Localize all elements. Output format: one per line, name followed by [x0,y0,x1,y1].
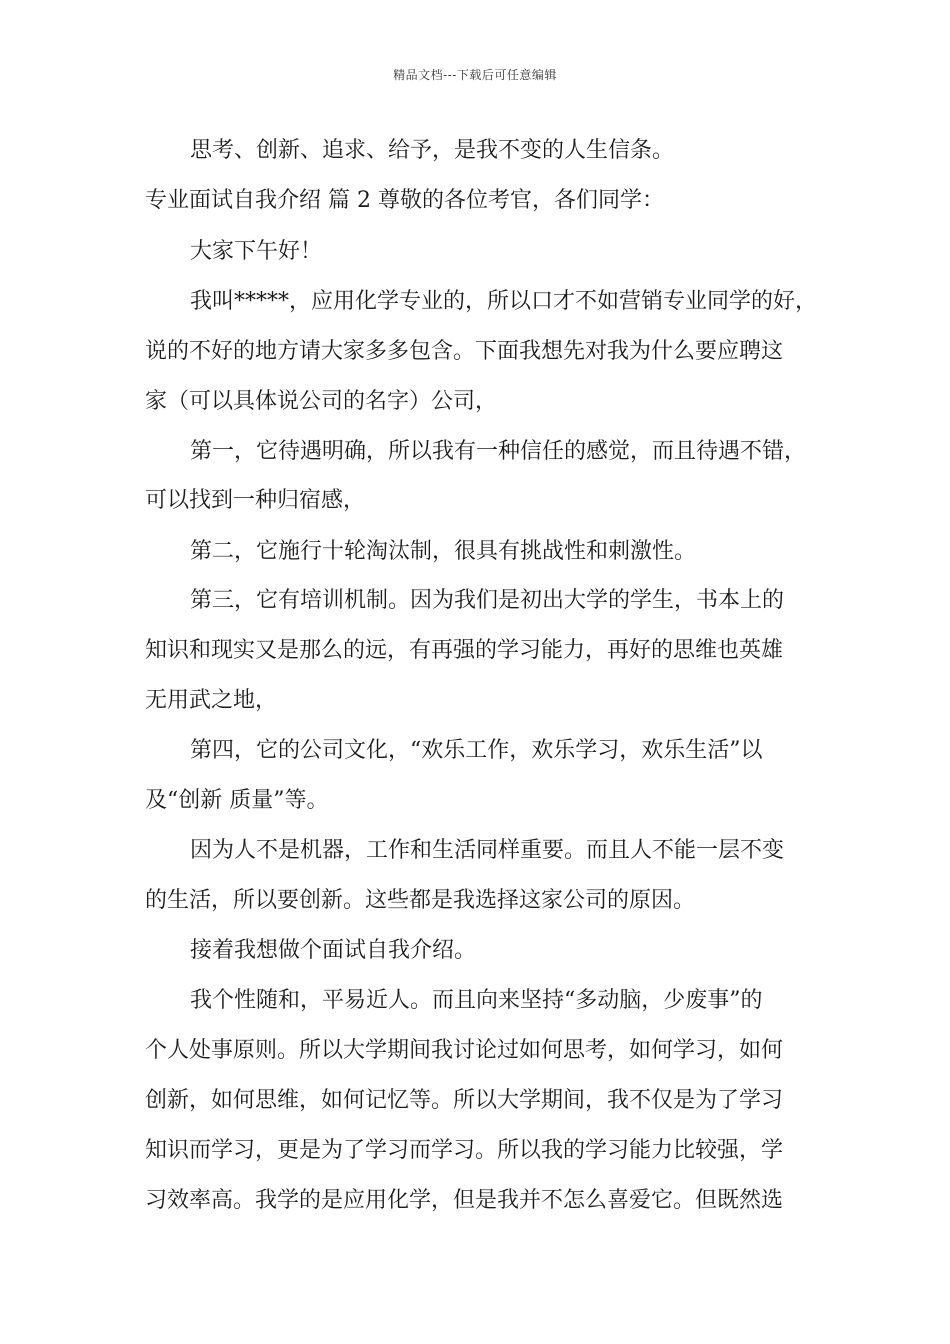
text-line: 接着我想做个面试自我介绍。 [190,938,477,963]
text-line: 知识和现实又是那么的远，有再强的学习能力，再好的思维也英雄 [145,638,784,663]
text-line: 无用武之地， [145,688,278,713]
text-line: 第三，它有培训机制。因为我们是初出大学的学生，书本上的 [190,588,785,613]
text-line: 因为人不是机器，工作和生活同样重要。而且人不能一层不变 [190,838,785,863]
text-line: 及“创新 质量”等。 [145,788,329,813]
page-header: 精品文档---下载后可任意编辑 [393,68,557,82]
text-line: 的生活，所以要创新。这些都是我选择这家公司的原因。 [145,888,696,913]
text-line: 我叫*****，应用化学专业的，所以口才不如营销专业同学的好， [190,289,818,314]
text-line: 第二，它施行十轮淘汰制，很具有挑战性和刺激性。 [190,539,697,564]
section-heading-line: 专业面试自我介绍 篇 2 尊敬的各位考官，各们同学： [145,188,664,213]
text-line: 习效率高。我学的是应用化学，但是我并不怎么喜爱它。但既然选 [145,1188,784,1213]
text-line: 创新，如何思维，如何记忆等。所以大学期间，我不仅是为了学习 [145,1088,784,1113]
text-line: 第四，它的公司文化，“欢乐工作，欢乐学习，欢乐生活”以 [190,738,763,763]
text-line: 大家下午好！ [190,239,323,264]
text-line: 知识而学习，更是为了学习而学习。所以我的学习能力比较强，学 [145,1138,784,1163]
text-line: 我个性随和，平易近人。而且向来坚持“多动脑，少废事”的 [190,988,763,1013]
text-line: 个人处事原则。所以大学期间我讨论过如何思考，如何学习，如何 [145,1038,784,1063]
text-line: 可以找到一种归宿感， [145,488,366,513]
text-line: 思考、创新、追求、给予，是我不变的人生信条。 [190,138,675,163]
text-line: 家（可以具体说公司的名字）公司， [145,389,498,414]
text-line: 第一，它待遇明确，所以我有一种信任的感觉，而且待遇不错， [190,439,807,464]
text-line: 说的不好的地方请大家多多包含。下面我想先对我为什么要应聘这 [145,339,784,364]
